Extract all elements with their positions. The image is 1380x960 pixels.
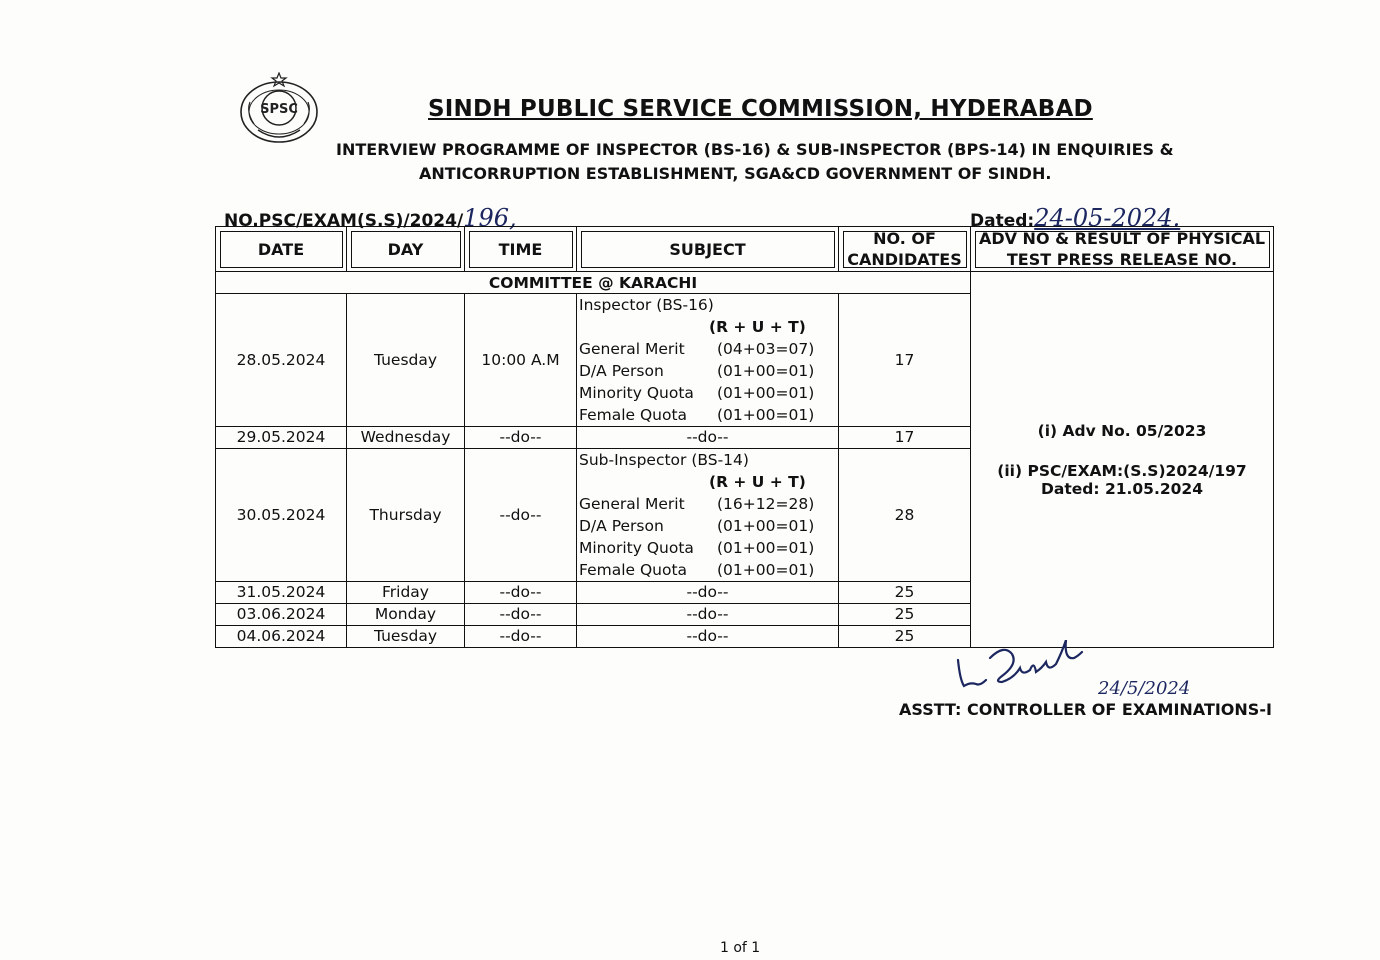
row-day: Thursday bbox=[347, 449, 465, 582]
row-date: 31.05.2024 bbox=[216, 582, 347, 604]
subject-post: Inspector (BS-16) bbox=[579, 296, 714, 314]
row-date: 04.06.2024 bbox=[216, 626, 347, 648]
row-time: --do-- bbox=[465, 582, 577, 604]
subject-rut: (R + U + T) bbox=[709, 473, 806, 491]
col-day: DAY bbox=[347, 227, 465, 272]
subtitle-line-1: INTERVIEW PROGRAMME OF INSPECTOR (BS-16) & SUB-INSPECTOR (BPS-14) IN ENQUIRIES & bbox=[336, 140, 1174, 159]
committee-row bbox=[216, 272, 1274, 294]
quota-label: Minority Quota bbox=[579, 539, 694, 557]
row-time: --do-- bbox=[465, 626, 577, 648]
row-subject bbox=[577, 294, 839, 427]
row-day: Tuesday bbox=[347, 626, 465, 648]
col-date: DATE bbox=[216, 227, 347, 272]
row-candidates: 17 bbox=[839, 294, 971, 427]
adv-line-3: Dated: 21.05.2024 bbox=[1041, 479, 1203, 498]
committee-label: COMMITTEE @ KARACHI bbox=[216, 272, 971, 294]
row-candidates: 17 bbox=[839, 427, 971, 449]
quota-value: (01+00=01) bbox=[717, 561, 815, 579]
quota-value: (01+00=01) bbox=[717, 362, 815, 380]
table-header-row bbox=[216, 227, 1274, 272]
page-title: SINDH PUBLIC SERVICE COMMISSION, HYDERABAD bbox=[428, 96, 1093, 122]
page-number: 1 of 1 bbox=[720, 940, 761, 956]
quota-label: Female Quota bbox=[579, 561, 688, 579]
row-candidates: 25 bbox=[839, 626, 971, 648]
row-day: Monday bbox=[347, 604, 465, 626]
row-day: Tuesday bbox=[347, 294, 465, 427]
quota-label: General Merit bbox=[579, 495, 685, 513]
logo-text: SPSC bbox=[260, 102, 298, 117]
row-subject: --do-- bbox=[577, 626, 839, 648]
quota-label: General Merit bbox=[579, 340, 685, 358]
dated-label: Dated: bbox=[970, 211, 1035, 231]
adv-line-2: (ii) PSC/EXAM:(S.S)2024/197 bbox=[997, 461, 1247, 480]
row-date: 03.06.2024 bbox=[216, 604, 347, 626]
col-adv: ADV NO & RESULT OF PHYSICAL TEST PRESS RELEASE NO. bbox=[971, 227, 1274, 272]
row-date: 30.05.2024 bbox=[216, 449, 347, 582]
reference-label: NO.PSC/EXAM(S.S)/2024/ bbox=[224, 211, 464, 231]
row-time: --do-- bbox=[465, 427, 577, 449]
subject-rut: (R + U + T) bbox=[709, 318, 806, 336]
quota-value: (01+00=01) bbox=[717, 406, 815, 424]
row-subject: --do-- bbox=[577, 582, 839, 604]
interview-table bbox=[215, 226, 1274, 648]
row-time: --do-- bbox=[465, 604, 577, 626]
row-candidates: 25 bbox=[839, 604, 971, 626]
col-subject: SUBJECT bbox=[577, 227, 839, 272]
row-subject: --do-- bbox=[577, 427, 839, 449]
row-day: Wednesday bbox=[347, 427, 465, 449]
quota-value: (01+00=01) bbox=[717, 539, 815, 557]
quota-label: D/A Person bbox=[579, 517, 664, 535]
row-subject bbox=[577, 449, 839, 582]
subtitle-line-2: ANTICORRUPTION ESTABLISHMENT, SGA&CD GOVERNMENT OF SINDH. bbox=[419, 164, 1052, 183]
row-day: Friday bbox=[347, 582, 465, 604]
quota-value: (01+00=01) bbox=[717, 517, 815, 535]
quota-value: (16+12=28) bbox=[717, 495, 815, 513]
adv-cell bbox=[971, 272, 1274, 648]
row-time: --do-- bbox=[465, 449, 577, 582]
reference-handwritten: 196, bbox=[463, 204, 517, 232]
quota-value: (04+03=07) bbox=[717, 340, 815, 358]
row-candidates: 28 bbox=[839, 449, 971, 582]
signatory-title: ASSTT: CONTROLLER OF EXAMINATIONS-I bbox=[899, 700, 1272, 719]
quota-value: (01+00=01) bbox=[717, 384, 815, 402]
subject-post: Sub-Inspector (BS-14) bbox=[579, 451, 749, 469]
dated-handwritten: 24-05-2024. bbox=[1034, 204, 1181, 232]
row-time: 10:00 A.M bbox=[465, 294, 577, 427]
row-subject: --do-- bbox=[577, 604, 839, 626]
adv-line-1: (i) Adv No. 05/2023 bbox=[1037, 421, 1207, 440]
quota-label: Female Quota bbox=[579, 406, 688, 424]
row-date: 28.05.2024 bbox=[216, 294, 347, 427]
spsc-logo bbox=[236, 72, 322, 146]
col-time: TIME bbox=[465, 227, 577, 272]
col-candidates: NO. OF CANDIDATES bbox=[839, 227, 971, 272]
quota-label: Minority Quota bbox=[579, 384, 694, 402]
row-date: 29.05.2024 bbox=[216, 427, 347, 449]
signature-date: 24/5/2024 bbox=[1098, 678, 1191, 699]
quota-label: D/A Person bbox=[579, 362, 664, 380]
row-candidates: 25 bbox=[839, 582, 971, 604]
